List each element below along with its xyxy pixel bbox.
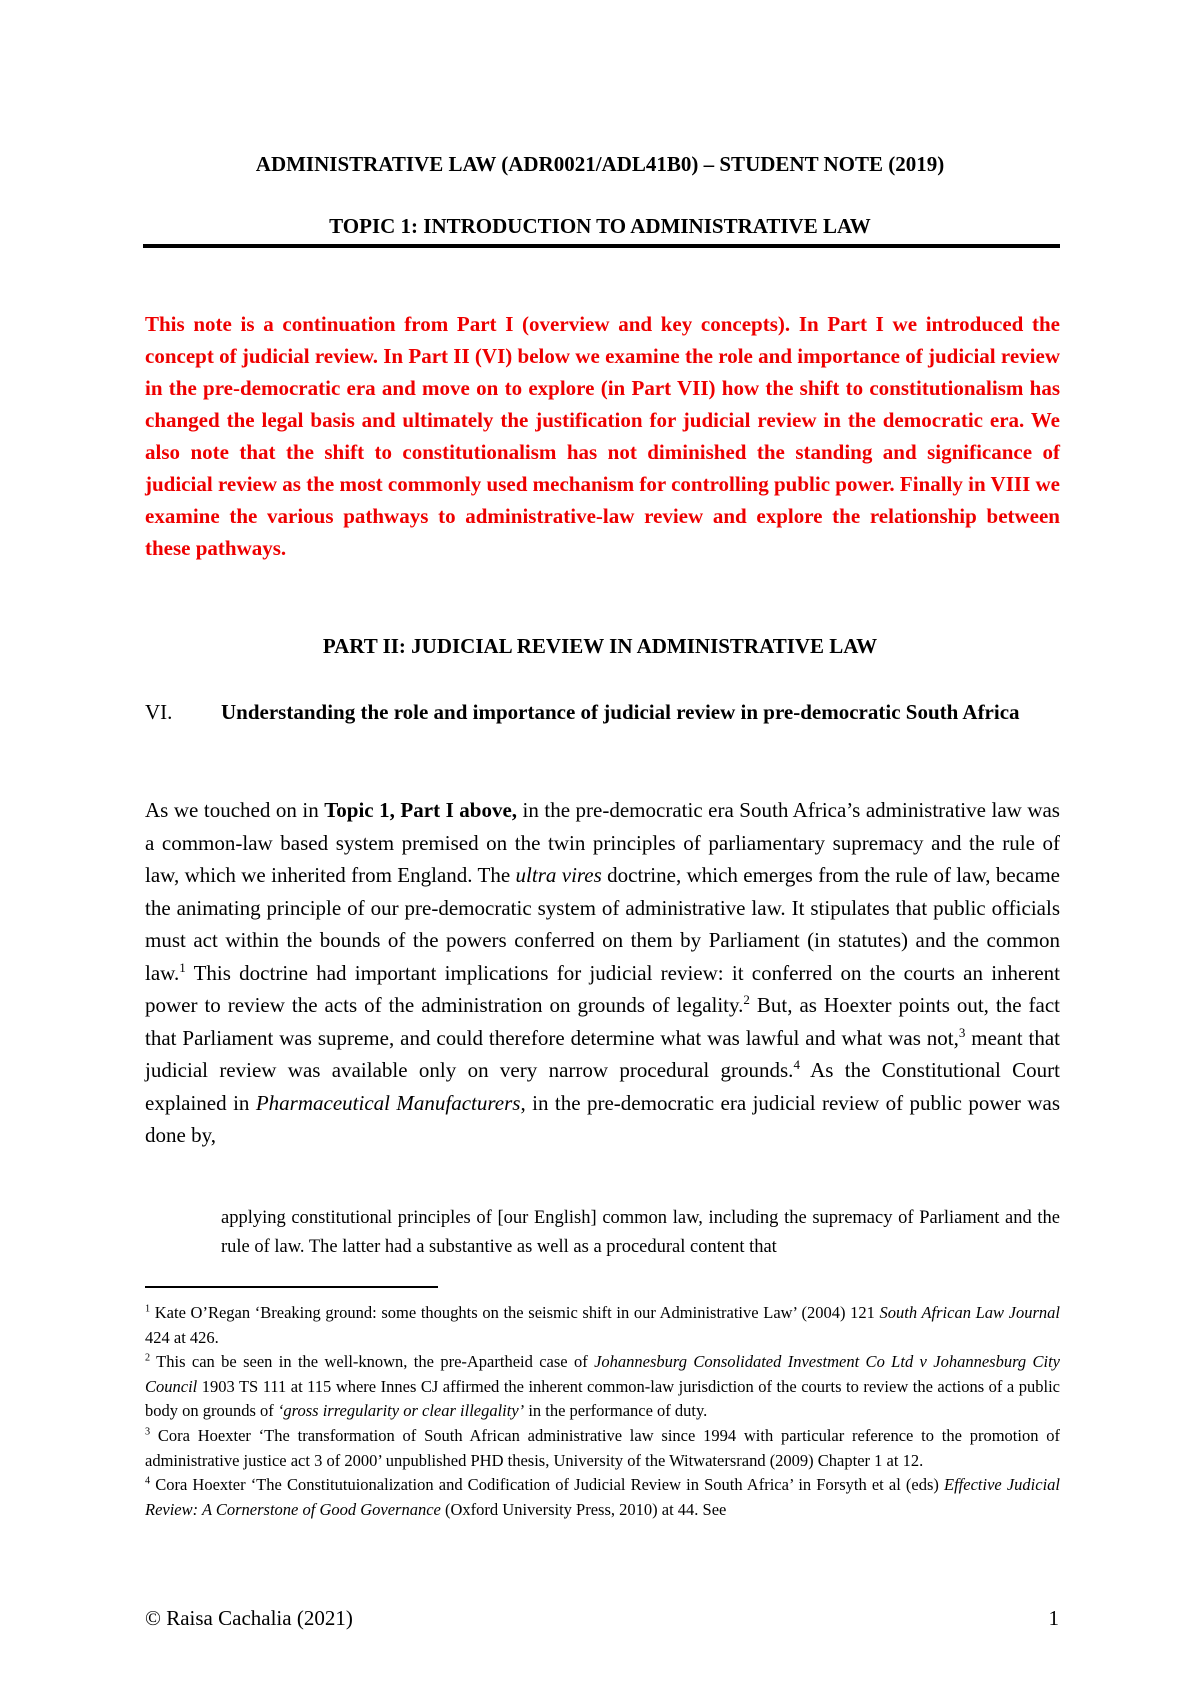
body-text: meant that judicial review was available only on very narrow procedural grounds. xyxy=(145,1025,1060,1082)
footnote-divider xyxy=(145,1286,438,1288)
footnote-text: (Oxford University Press, 2010) at 44. See xyxy=(440,1499,727,1519)
block-quote: applying constitutional principles of [our English] common law, including the supremacy of Parliament and the rule of law. The latter had a substantive as well as a procedural content that xyxy=(221,1208,1060,1257)
footnote-number: 2 xyxy=(145,1352,151,1364)
footnote-italic: ‘gross irregularity or clear illegality’ xyxy=(277,1401,525,1421)
footnote-2 xyxy=(145,1350,1060,1424)
footnote-text: This can be seen in the well-known, the pre-Apartheid case of xyxy=(150,1352,595,1372)
footnote-italic: Johannesburg Consolidated Investment Co Ltd v Johannesburg City Council xyxy=(145,1352,1060,1396)
body-text: As the Constitutional Court explained in xyxy=(145,1058,1060,1115)
footnote-italic: Effective Judicial Review: A Cornerstone of Good Governance xyxy=(145,1475,1060,1519)
footnote-text: Kate O’Regan ‘Breaking ground: some thoughts on the seismic shift in our Administrative Law’ (2004) 121 xyxy=(150,1303,880,1322)
topic-title: TOPIC 1: INTRODUCTION TO ADMINISTRATIVE LAW xyxy=(329,214,871,238)
footnote-number: 3 xyxy=(145,1426,151,1438)
footnote-ref-3[interactable]: 3 xyxy=(958,1024,966,1040)
body-paragraph xyxy=(145,794,1060,1152)
footnote-italic: South African Law Journal xyxy=(879,1303,1060,1322)
body-text: in the pre-democratic era South Africa’s administrative law was a common-law based system premised on the twin principles of parliamentary supremacy and the rule of law, which we inherited from England. The xyxy=(145,798,1060,887)
page-number: 1 xyxy=(1048,1606,1059,1630)
footnote-text: 1903 TS 111 at 115 where Innes CJ affirmed the inherent common-law jurisdiction of the courts to review the actions of a public body on grounds of xyxy=(145,1376,1060,1421)
body-italic-case: Pharmaceutical Manufacturers xyxy=(255,1090,521,1115)
footnote-3 xyxy=(145,1424,1060,1473)
footnote-ref-2[interactable]: 2 xyxy=(743,992,750,1007)
section-number: VI. xyxy=(145,700,173,724)
footnote-text: Cora Hoexter ‘The transformation of South African administrative law since 1994 with particular reference to the promotion of administrative justice act 3 of 2000’ unpublished PHD thesis, University of the Witwatersrand (2009) Chapter 1 at 12. xyxy=(145,1425,1060,1470)
footnote-ref-4[interactable]: 4 xyxy=(793,1057,800,1072)
body-text: But, as Hoexter points out, the fact that Parliament was supreme, and could therefore determine what was lawful and what was not, xyxy=(145,993,1060,1050)
body-text: , in the pre-democratic era judicial review of public power was done by, xyxy=(145,1090,1060,1147)
body-text: doctrine, which emerges from the rule of law, became the animating principle of our pre-democratic system of administrative law. It stipulates that public officials must act within the bounds of the powers conferred on them by Parliament (in statutes) and the common law. xyxy=(145,863,1060,985)
footnote-text: 424 at 426. xyxy=(145,1327,219,1347)
footnote-number: 1 xyxy=(145,1303,151,1315)
footnote-ref-1[interactable]: 1 xyxy=(179,959,186,975)
intro-note: This note is a continuation from Part I (overview and key concepts). In Part I we introduced the concept of judicial review. In Part II (VI) below we examine the role and importance of judicial review in the pre-democratic era and move on to explore (in Part VII) how the shift to constitutionalism has changed the legal basis and ultimately the justification for judicial review in the democratic era. We also note that the shift to constitutionalism has not diminished the standing and significance of judicial review as the most commonly used mechanism for controlling public power. Finally in VIII we examine the various pathways to administrative-law review and explore the relationship between these pathways. xyxy=(145,312,1060,560)
title-divider xyxy=(143,244,1060,248)
footnotes xyxy=(145,1301,1060,1522)
body-text: As we touched on in xyxy=(145,798,325,822)
body-text: This doctrine had important implications for judicial review: it conferred on the courts an inherent power to review the acts of the administration on grounds of legality. xyxy=(145,960,1060,1017)
footer-copyright: © Raisa Cachalia (2021) xyxy=(145,1606,353,1630)
section-heading: Understanding the role and importance of judicial review in pre-democratic South Africa xyxy=(221,700,1020,724)
part-heading: PART II: JUDICIAL REVIEW IN ADMINISTRATIVE LAW xyxy=(322,634,878,658)
body-bold-reference: Topic 1, Part I above, xyxy=(324,798,518,822)
footnote-4 xyxy=(145,1473,1060,1522)
footnote-1 xyxy=(145,1301,1060,1350)
document-title: ADMINISTRATIVE LAW (ADR0021/ADL41B0) – STUDENT NOTE (2019) xyxy=(255,152,945,176)
footnote-number: 4 xyxy=(145,1475,151,1487)
footnote-text: in the performance of duty. xyxy=(524,1401,708,1421)
footnote-text: Cora Hoexter ‘The Constitutuionalization and Codification of Judicial Review in South Africa’ in Forsyth et al (eds) xyxy=(150,1475,945,1495)
body-italic-term: ultra vires xyxy=(515,863,602,887)
